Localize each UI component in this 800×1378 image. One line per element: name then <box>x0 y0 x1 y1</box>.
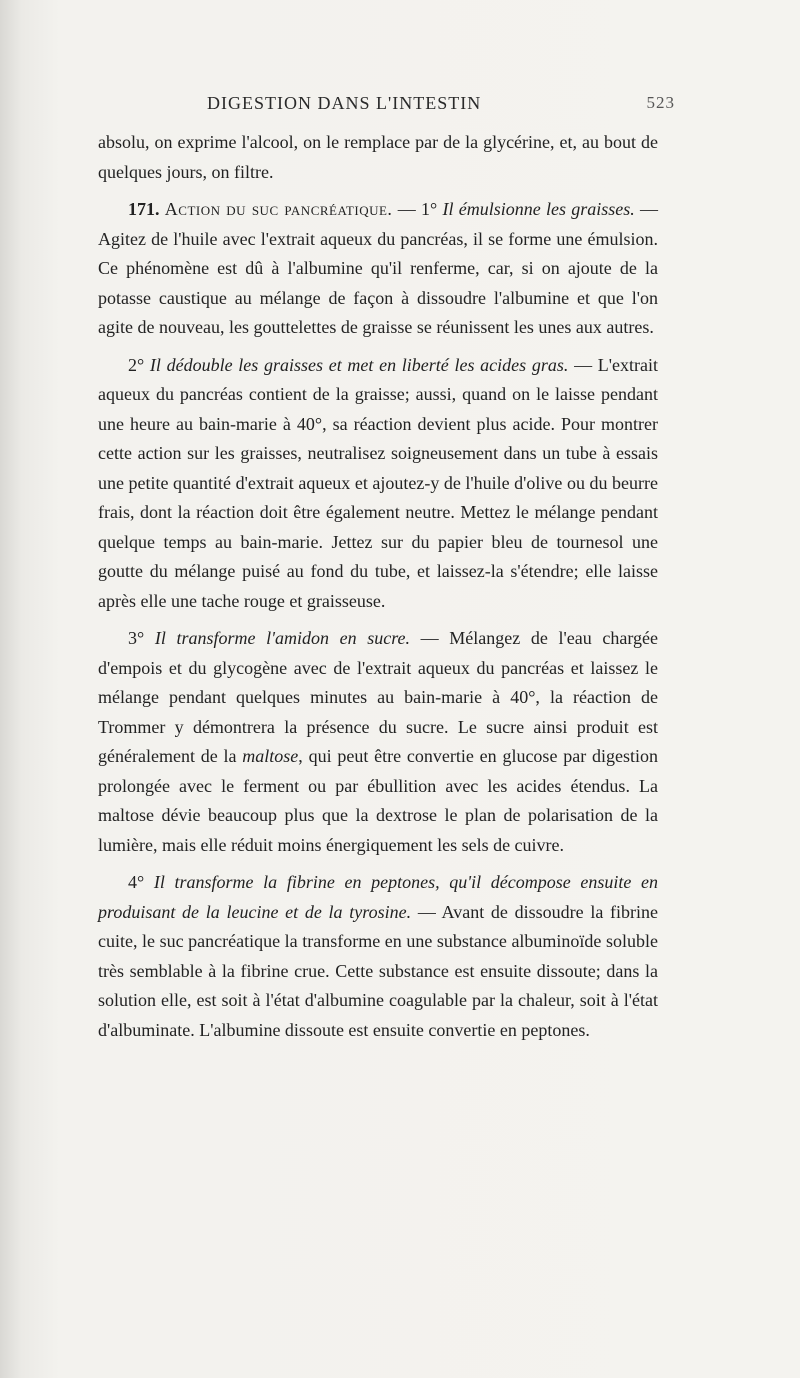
italic-heading: Il transforme la fibrine en peptones, qu'il décompose ensuite en produisant de la leucine et de la tyrosine. <box>98 872 658 922</box>
item-number: 3° <box>128 628 155 648</box>
paragraph-text: — Avant de dissoudre la fibrine cuite, le suc pancréatique la transforme en une substance albuminoïde soluble très semblable à la fibrine crue. Cette substance est ensuite dissoute; dans la solution elle, est soit à l'état d'albumine coagulable par la chaleur, soit à l'état d'albuminate. L'albumine dissoute est ensuite convertie en peptones. <box>98 901 658 1040</box>
dash-text: — 1° <box>392 199 443 219</box>
paragraph-continuation <box>98 128 658 187</box>
paragraph-4 <box>98 868 658 1045</box>
page-number: 523 <box>646 93 675 112</box>
paragraph-171 <box>98 195 658 343</box>
paragraph-3 <box>98 624 658 860</box>
italic-heading: Il transforme l'amidon en sucre. <box>154 628 411 648</box>
paragraph-text: — L'extrait aqueux du pancréas contient de la graisse; aussi, quand on le laisse pendant une heure au bain-marie à 40°, sa réaction devient plus acide. Pour montrer cette action sur les graisses, neutralisez soigneusement dans un tube à essais une petite quantité d'extrait aqueux et ajoutez-y de l'huile d'olive ou du beurre frais, dont la réaction doit être également neutre. Mettez le mélange pendant quelque temps au bain-marie. Jettez sur du papier bleu de tournesol une goutte du mélange puisé au fond du tube, et laissez-la s'étendre; elle laisse après elle une tache rouge et graisseuse. <box>98 354 658 611</box>
italic-heading: Il émulsionne les graisses. <box>442 199 635 219</box>
paragraph-text: — Mélangez de l'eau chargée d'empois et du glycogène avec de l'extrait aqueux du pancréas et laissez le mélange pendant quelques minutes au bain-marie à 40°, la réaction de Trommer y démontrera la présence du sucre. Le sucre ainsi produit est généralement de la <box>98 628 658 766</box>
paragraph-2 <box>98 351 658 617</box>
item-number: 2° <box>128 354 150 375</box>
running-title: DIGESTION DANS L'INTESTIN <box>207 93 482 113</box>
item-number: 4° <box>128 872 154 892</box>
italic-word: maltose <box>242 746 299 766</box>
section-number: 171. <box>128 199 160 219</box>
italic-heading: Il dédouble les graisses et met en liberté les acides gras. <box>149 354 569 375</box>
section-title: Action du suc pancréatique. <box>164 199 393 219</box>
paragraph-text: — Agitez de l'huile avec l'extrait aqueux du pancréas, il se forme une émulsion. Ce phénomène est dû à l'albumine qu'il renferme, car, si on ajoute de la potasse caustique au mélange de façon à dissoudre l'albumine et que l'on agite de nouveau, les gouttelettes de graisse se réunissent les unes aux autres. <box>98 199 659 337</box>
page-header <box>60 93 675 117</box>
paragraph-text: absolu, on exprime l'alcool, on le remplace par de la glycérine, et, au bout de quelques jours, on filtre. <box>98 132 658 182</box>
paragraph-text: , qui peut être convertie en glucose par digestion prolongée avec le ferment ou par ébullition avec les acides étendus. La maltose dévie beaucoup plus que la dextrose le plan de polarisation de la lumière, mais elle réduit moins énergiquement les sels de cuivre. <box>98 746 658 855</box>
body-text <box>98 128 658 1053</box>
